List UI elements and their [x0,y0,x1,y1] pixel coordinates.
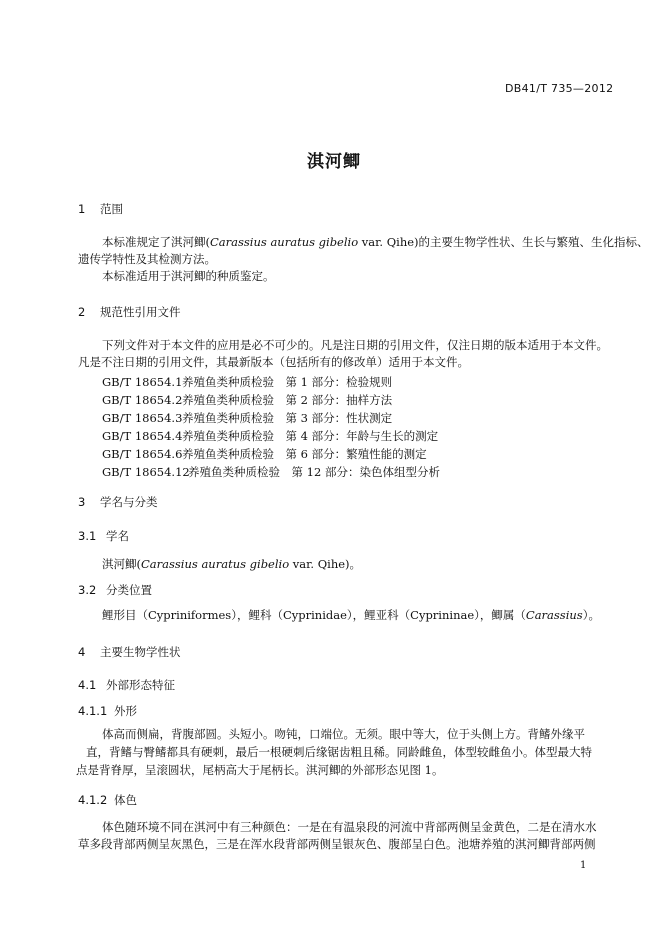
reference-code: GB/T 18654.1 [102,375,183,389]
scope-paragraph-1-cont: 遗传学特性及其检测方法。 [78,252,216,266]
section-title: 学名与分类 [100,495,158,509]
class-text: ）。 [582,608,600,622]
reference-item [102,374,392,390]
latin-name: Carassius auratus gibelio [210,235,359,249]
reference-code: GB/T 18654.6 [102,447,183,461]
section-number: 1 [78,202,86,216]
reference-title: 养殖鱼类种质检验 第 1 部分：检验规则 [182,375,393,389]
references-intro-line-2: 凡是不注日期的引用文件，其最新版本（包括所有的修改单）适用于本文件。 [78,355,469,369]
scope-text: 本标准规定了淇河鲫( [102,235,210,249]
scientific-name-text [102,556,361,573]
section-title: 分类位置 [106,583,152,597]
scope-paragraph-2: 本标准适用于淇河鲫的种质鉴定。 [102,269,275,283]
page-number: 1 [580,860,587,871]
reference-item [102,464,440,480]
scope-paragraph-1 [102,234,649,251]
section-number: 4.1 [78,678,97,692]
reference-code: GB/T 18654.2 [102,393,183,407]
reference-item [102,428,438,444]
shape-line-1: 体高而侧扁，背腹部圆。头短小。吻钝，口端位。无须。眼中等大，位于头侧上方。背鳍外缘平 [102,727,585,741]
section-title: 范围 [100,202,123,216]
reference-item [102,392,392,408]
reference-code: GB/T 18654.3 [102,411,183,425]
class-text: 鲤形目（Cypriniformes），鲤科（Cyprinidae），鲤亚科（Cyprininae），鲫属（ [102,608,526,622]
scope-text: var. Qihe)的主要生物学性状、生长与繁殖、生化指标、 [358,235,649,249]
section-4-heading [78,644,181,660]
section-title: 体色 [114,793,137,807]
reference-code: GB/T 18654.12 [102,465,190,479]
latin-name: Carassius [525,608,583,622]
section-number: 4.1.1 [78,704,108,718]
section-3-heading [78,494,158,510]
section-number: 4 [78,645,86,659]
sci-text: 淇河鲫( [102,557,141,571]
section-3-1-heading [78,528,129,544]
section-4-1-1-heading [78,703,137,719]
section-4-1-2-heading [78,792,137,808]
sci-text: var. Qihe)。 [289,557,362,571]
reference-title: 养殖鱼类种质检验 第 6 部分：繁殖性能的测定 [182,447,427,461]
shape-line-3: 点是背脊厚，呈滚圆状，尾柄高大于尾柄长。淇河鲫的外部形态见图 1。 [76,763,444,777]
reference-code: GB/T 18654.4 [102,429,183,443]
section-1-heading [78,201,123,217]
section-title: 外形 [114,704,137,718]
references-intro-line-1: 下列文件对于本文件的应用是必不可少的。凡是注日期的引用文件，仅注日期的版本适用于本文件。 [102,338,608,352]
classification-text [102,607,600,624]
section-title: 规范性引用文件 [100,305,181,319]
page-title: 淇河鲫 [307,152,361,172]
section-number: 3.2 [78,583,97,597]
reference-title: 养殖鱼类种质检验 第 2 部分：抽样方法 [182,393,393,407]
latin-name: Carassius auratus gibelio [141,557,290,571]
section-number: 4.1.2 [78,793,108,807]
section-number: 3 [78,495,86,509]
shape-line-2: 直，背鳍与臀鳍都具有硬刺，最后一根硬刺后缘锯齿粗且稀。同龄雌鱼，体型较雌鱼小。体型最大特 [86,745,592,759]
section-title: 主要生物学性状 [100,645,181,659]
reference-title: 养殖鱼类种质检验 第 4 部分：年龄与生长的测定 [182,429,439,443]
section-4-1-heading [78,677,175,693]
section-title: 外部形态特征 [106,678,175,692]
section-2-heading [78,304,181,320]
color-line-1: 体色随环境不同在淇河中有三种颜色：一是在有温泉段的河流中背部两侧呈金黄色，二是在清水水 [102,820,597,834]
section-3-2-heading [78,582,152,598]
section-number: 2 [78,305,86,319]
reference-title: 养殖鱼类种质检验 第 3 部分：性状测定 [182,411,393,425]
color-line-2: 草多段背部两侧呈灰黑色，三是在浑水段背部两侧呈银灰色、腹部呈白色。池塘养殖的淇河鲫背部两侧 [78,837,596,851]
section-number: 3.1 [78,529,97,543]
reference-item [102,446,427,462]
reference-item [102,410,392,426]
reference-title: 养殖鱼类种质检验 第 12 部分：染色体组型分析 [188,465,440,479]
document-code-header: DB41/T 735—2012 [505,82,614,95]
section-title: 学名 [106,529,129,543]
